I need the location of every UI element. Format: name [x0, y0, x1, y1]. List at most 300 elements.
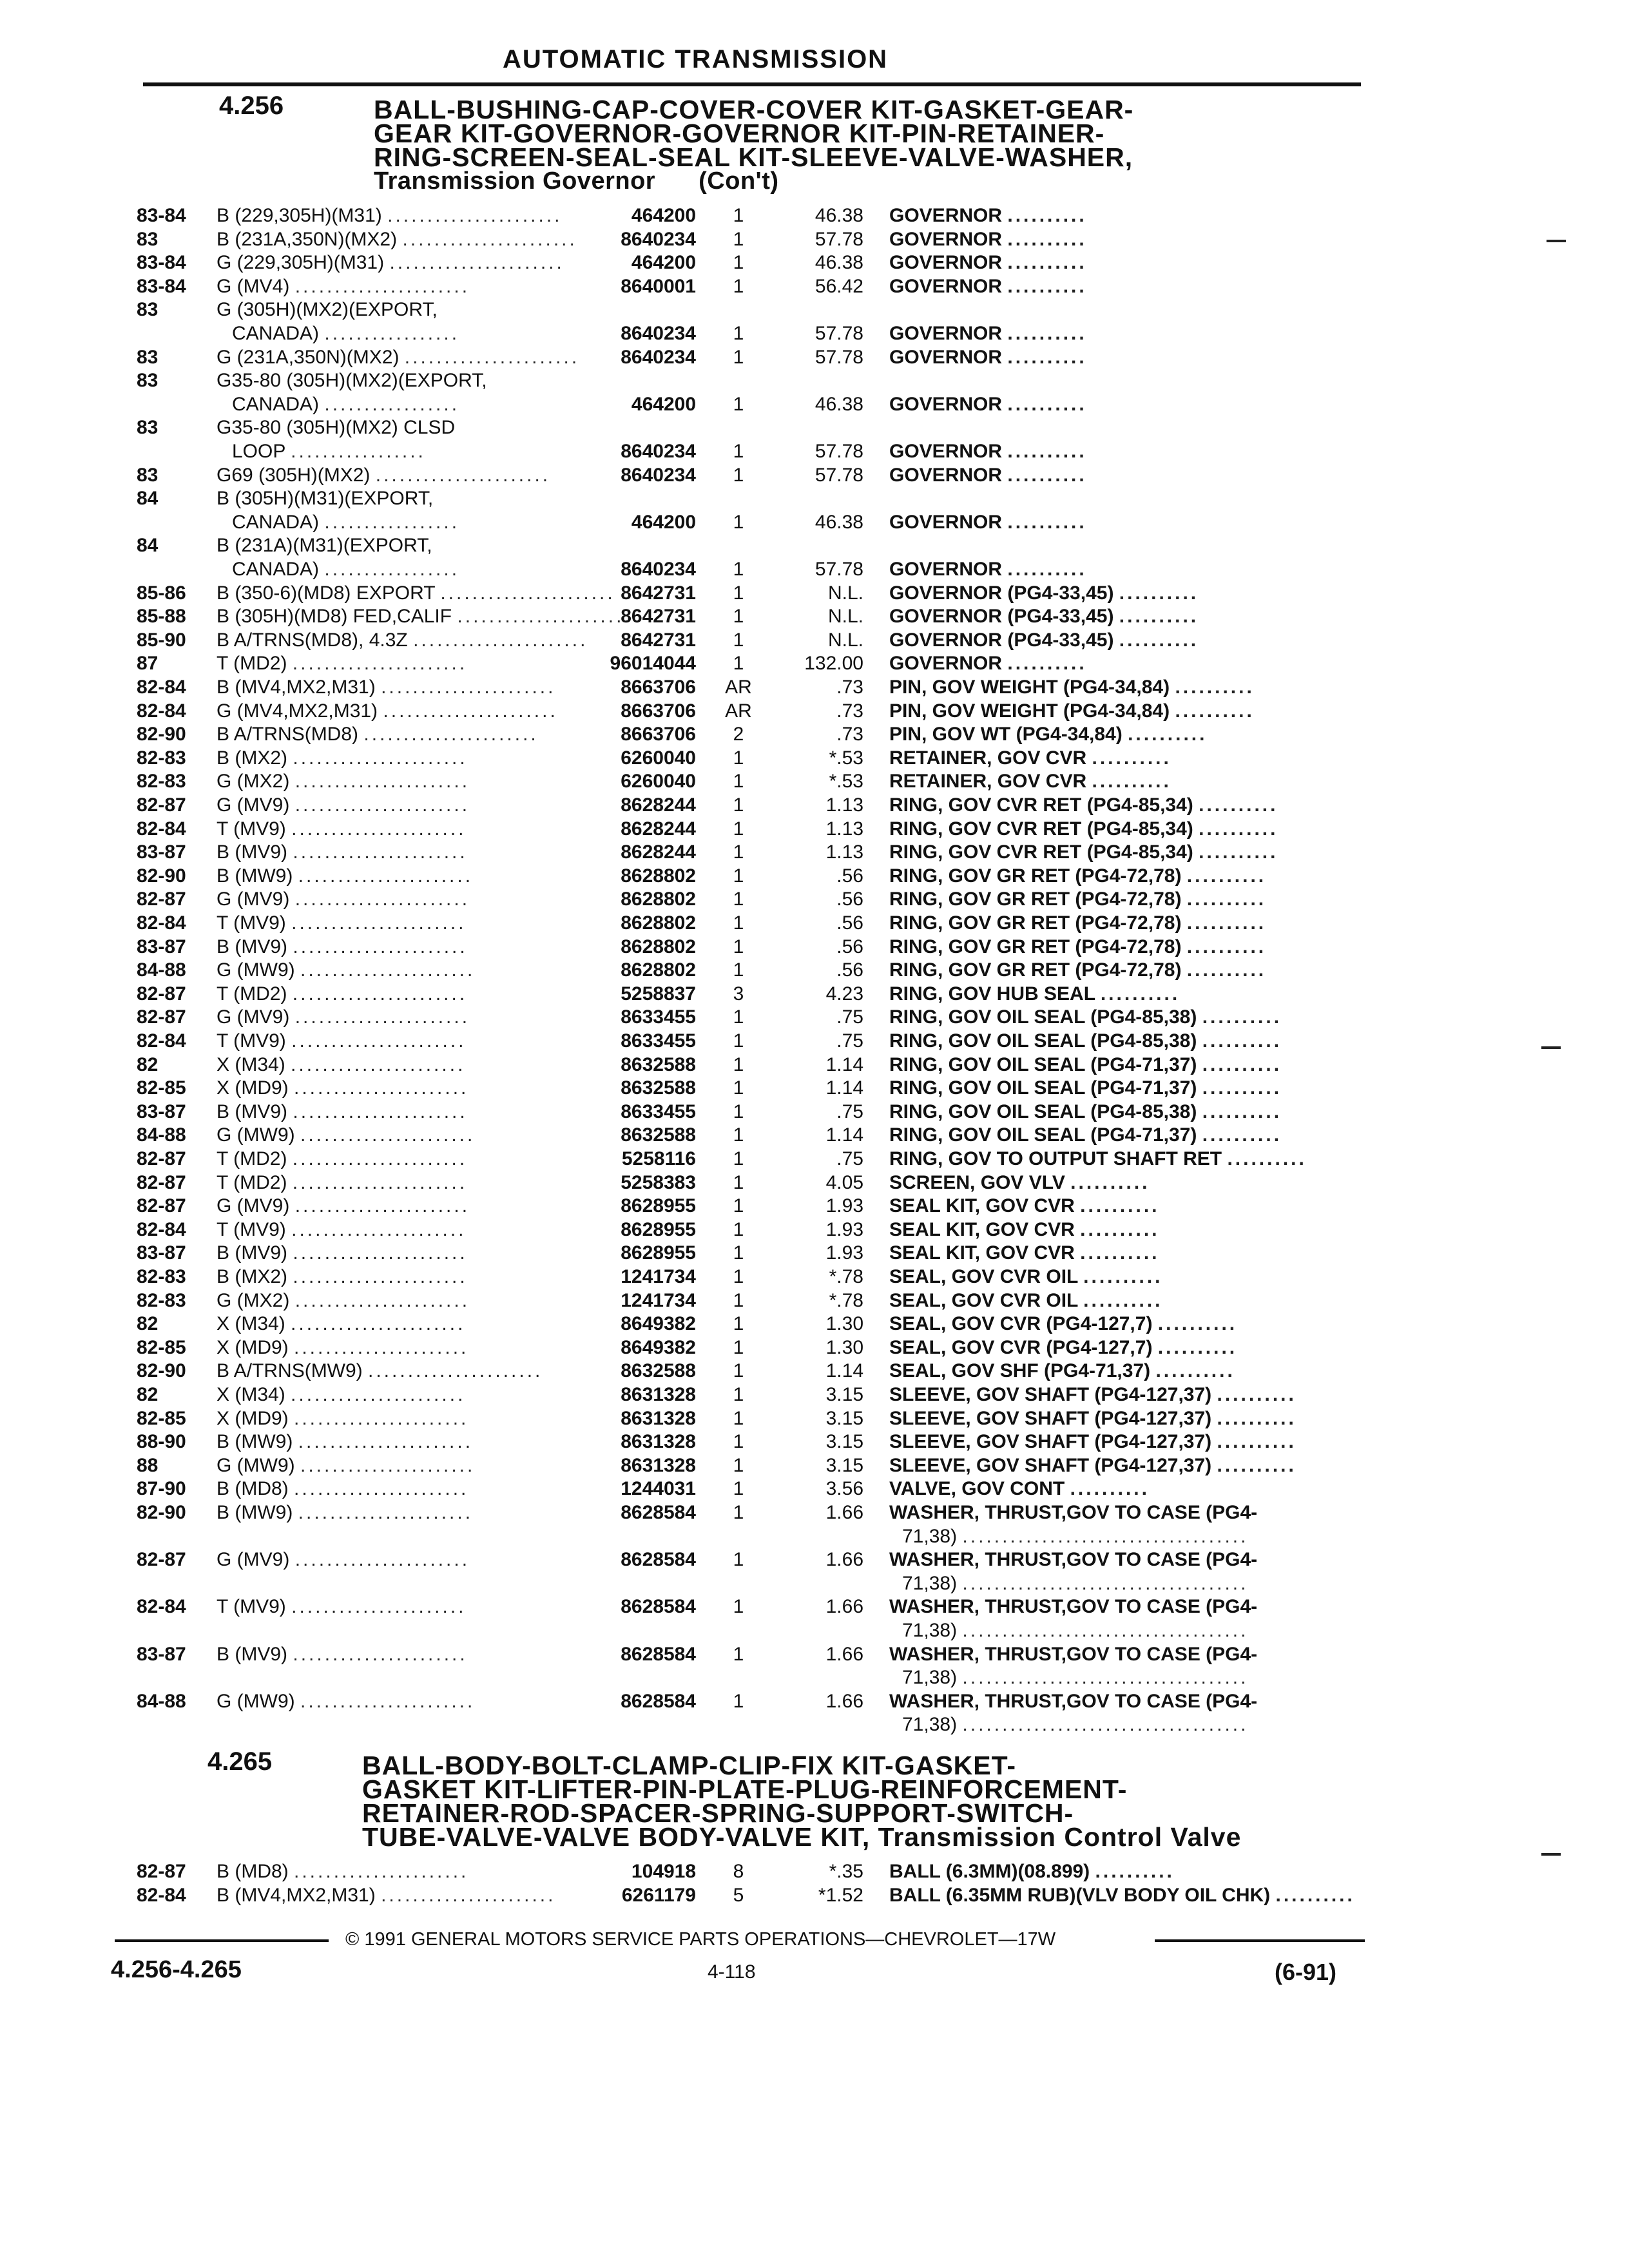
price: 57.78: [815, 228, 863, 250]
leader-dots: ......................: [291, 1053, 466, 1075]
leader-dots: ..........: [1083, 1266, 1163, 1287]
table-row: [0, 794, 1629, 818]
part-number: 8628584: [621, 1502, 696, 1523]
part-description: [889, 1195, 1160, 1217]
leader-dots: ....................................: [962, 1525, 1249, 1547]
price: 1.14: [825, 1124, 863, 1146]
part-description-text: SEAL KIT, GOV CVR: [889, 1218, 1075, 1240]
part-description: [889, 653, 1087, 675]
quantity: 1: [733, 1384, 744, 1405]
table-row: [0, 1172, 1629, 1196]
application-code-text: B (MD8): [217, 1478, 289, 1500]
table-row: [0, 1266, 1629, 1290]
part-description: [889, 1502, 1257, 1524]
price: 1.66: [825, 1549, 863, 1571]
part-number: 464200: [631, 252, 696, 274]
application-code-text: T (MV9): [217, 912, 286, 934]
part-description: [889, 1596, 1257, 1618]
model-years: 88: [137, 1454, 159, 1476]
application-code: [217, 1101, 468, 1123]
part-description-text: BALL (6.3MM)(08.899): [889, 1861, 1090, 1882]
table-row-desc-continuation: [0, 1526, 1629, 1550]
application-code: [217, 959, 475, 981]
part-number: 8631328: [621, 1384, 696, 1405]
application-code: [217, 794, 470, 816]
part-number: 8663706: [621, 677, 696, 698]
leader-dots: ......................: [294, 1336, 469, 1358]
application-code-text: G (MV9): [217, 1195, 290, 1217]
model-years: 84-88: [137, 959, 186, 981]
quantity: 1: [733, 865, 744, 887]
part-description: [889, 1431, 1296, 1453]
application-code: G35-80 (305H)(MX2) CLSD: [217, 417, 456, 439]
quantity: 1: [733, 1053, 744, 1075]
application-code: [217, 1885, 555, 1907]
application-code-text: G (MV9): [217, 889, 290, 910]
part-number: 8628244: [621, 841, 696, 863]
part-description-text: RING, GOV CVR RET (PG4-85,34): [889, 794, 1193, 816]
application-code-text: CANADA): [232, 393, 320, 415]
table-row: [0, 1219, 1629, 1243]
part-description-text: SEAL, GOV CVR (PG4-127,7): [889, 1313, 1153, 1335]
leader-dots: ......................: [300, 1454, 476, 1476]
quantity: 1: [733, 841, 744, 863]
part-description: [889, 818, 1278, 840]
part-description-text: RING, GOV GR RET (PG4-72,78): [889, 889, 1182, 910]
leader-dots: ..........: [1095, 1861, 1175, 1882]
part-description-text: GOVERNOR: [889, 511, 1003, 533]
application-code: [217, 818, 467, 840]
model-years: 83-87: [137, 936, 186, 957]
part-number: 8633455: [621, 1006, 696, 1028]
model-years: 82-84: [137, 1030, 186, 1052]
leader-dots: ......................: [294, 1407, 469, 1429]
quantity: 1: [733, 936, 744, 957]
quantity: 1: [733, 205, 744, 226]
part-description: [889, 1030, 1282, 1052]
leader-dots: ..........: [1202, 1077, 1282, 1099]
part-number: 6261179: [621, 1885, 696, 1906]
price: 4.05: [825, 1171, 863, 1193]
application-code-text: G (231A,350N)(MX2): [217, 346, 400, 368]
part-number: 8628584: [621, 1643, 696, 1665]
part-number: 464200: [631, 393, 696, 415]
table-row: [0, 1242, 1629, 1266]
part-description: [889, 252, 1087, 274]
page-header-title: AUTOMATIC TRANSMISSION: [503, 45, 889, 73]
application-code-text: CANADA): [232, 559, 320, 580]
table-row-desc-line: [0, 535, 1629, 559]
leader-dots: ......................: [293, 1100, 468, 1122]
price: *.53: [829, 747, 863, 769]
part-description-text: RING, GOV GR RET (PG4-72,78): [889, 912, 1182, 934]
part-number: 8640234: [621, 441, 696, 462]
application-code-text: X (MD9): [217, 1407, 289, 1429]
leader-dots: .................: [324, 559, 460, 580]
part-description: [889, 559, 1087, 581]
part-description: [889, 700, 1255, 722]
quantity: 1: [733, 1100, 744, 1122]
application-code-text: B (MV9): [217, 1242, 288, 1264]
part-number: 8632588: [621, 1124, 696, 1146]
part-description: [889, 323, 1087, 345]
application-code-text: B (MW9): [217, 1431, 293, 1453]
part-description: [889, 276, 1087, 298]
footer-rule-left: [115, 1939, 329, 1942]
part-description: [889, 629, 1199, 651]
part-description: [889, 983, 1180, 1005]
model-years: 82-84: [137, 700, 186, 722]
price: 1.66: [825, 1643, 863, 1665]
application-code: [217, 229, 577, 251]
part-number: 464200: [631, 511, 696, 533]
part-number: 5258383: [621, 1171, 696, 1193]
table-row: [0, 1691, 1629, 1715]
leader-dots: ..........: [1157, 1313, 1238, 1335]
price: 1.66: [825, 1690, 863, 1712]
part-description-text: GOVERNOR: [889, 559, 1003, 580]
application-code-text: B (229,305H)(M31): [217, 205, 382, 226]
leader-dots: .................: [324, 511, 460, 533]
leader-dots: ......................: [291, 1384, 466, 1405]
leader-dots: ..........: [1275, 1885, 1355, 1906]
part-description-text: SLEEVE, GOV SHAFT (PG4-127,37): [889, 1407, 1212, 1429]
model-years: 84-88: [137, 1690, 186, 1712]
quantity: 1: [733, 889, 744, 910]
leader-dots: ..........: [1199, 818, 1278, 840]
leader-dots: ..........: [1119, 629, 1199, 651]
table-row-desc-continuation: [0, 1573, 1629, 1597]
table-row: [0, 1408, 1629, 1432]
part-number: 1241734: [621, 1266, 696, 1287]
price: 46.38: [815, 205, 863, 226]
part-description-text: GOVERNOR: [889, 252, 1003, 274]
part-number: 8631328: [621, 1454, 696, 1476]
part-description-cont-text: 71,38): [902, 1525, 958, 1547]
leader-dots: ......................: [300, 1690, 476, 1712]
quantity: 1: [733, 1218, 744, 1240]
leader-dots: ......................: [294, 1478, 469, 1500]
leader-dots: ......................: [291, 1596, 467, 1618]
model-years: 82-83: [137, 1266, 186, 1287]
application-code-text: X (M34): [217, 1053, 285, 1075]
price: 46.38: [815, 511, 863, 533]
part-description-text: RING, GOV OIL SEAL (PG4-71,37): [889, 1053, 1197, 1075]
model-years: 84: [137, 488, 159, 510]
application-code: [217, 889, 470, 910]
quantity: 3: [733, 983, 744, 1004]
part-description-text: RETAINER, GOV CVR: [889, 771, 1087, 793]
table-row: [0, 1030, 1629, 1054]
application-code: [217, 1195, 470, 1217]
section-number: 4.265: [207, 1747, 273, 1776]
application-code: [217, 841, 468, 863]
part-description: [889, 1384, 1296, 1406]
application-code: [217, 1478, 468, 1500]
leader-dots: ......................: [293, 841, 468, 863]
quantity: 1: [733, 1407, 744, 1429]
application-code: [217, 724, 539, 745]
part-description-cont: [902, 1526, 1248, 1548]
part-number: 8628802: [621, 865, 696, 887]
model-years: 83-87: [137, 841, 186, 863]
quantity: 1: [733, 1478, 744, 1500]
model-years: 82-83: [137, 771, 186, 793]
part-number: 5258116: [621, 1148, 696, 1169]
quantity: 1: [733, 818, 744, 840]
section-subtitle-line: [374, 169, 1133, 193]
application-code-text: B (MV9): [217, 1643, 288, 1665]
application-code: [217, 1384, 465, 1406]
application-code-text: T (MD2): [217, 1148, 287, 1169]
model-years: 83-87: [137, 1242, 186, 1264]
application-code: [217, 677, 555, 698]
part-description-text: SLEEVE, GOV SHAFT (PG4-127,37): [889, 1384, 1212, 1405]
part-description: [889, 771, 1171, 793]
leader-dots: ......................: [294, 771, 470, 793]
price: 57.78: [815, 559, 863, 580]
quantity: 1: [733, 1030, 744, 1052]
part-description: [889, 1242, 1160, 1264]
application-code: [217, 700, 558, 722]
part-description: [889, 936, 1266, 958]
part-description: [889, 582, 1199, 604]
part-description-text: GOVERNOR (PG4-33,45): [889, 582, 1114, 604]
model-years: 82-87: [137, 1549, 186, 1571]
part-description-text: GOVERNOR: [889, 653, 1003, 675]
leader-dots: ..........: [1186, 912, 1267, 934]
leader-dots: ......................: [291, 912, 467, 934]
part-number: 8631328: [621, 1407, 696, 1429]
part-description-text: SEAL, GOV CVR OIL: [889, 1266, 1078, 1287]
section-title-line: RING-SCREEN-SEAL-SEAL KIT-SLEEVE-VALVE-WASHER,: [374, 142, 1133, 172]
application-code: [217, 1290, 470, 1312]
price: 1.30: [825, 1336, 863, 1358]
price: 3.56: [825, 1478, 863, 1500]
leader-dots: ......................: [387, 205, 563, 226]
model-years: 82-87: [137, 794, 186, 816]
leader-dots: ..........: [1202, 1030, 1282, 1052]
application-code-text: G (MW9): [217, 1454, 295, 1476]
part-description-text: RING, GOV OIL SEAL (PG4-71,37): [889, 1077, 1197, 1099]
application-code-cont: [232, 559, 459, 581]
price: 132.00: [804, 653, 863, 675]
table-row: [0, 1148, 1629, 1172]
leader-dots: ..........: [1217, 1454, 1296, 1476]
leader-dots: ..........: [1186, 959, 1267, 981]
price: 1.14: [825, 1077, 863, 1099]
table-row: [0, 441, 1629, 465]
leader-dots: ......................: [293, 936, 468, 957]
price: 1.13: [825, 818, 863, 840]
model-years: 82: [137, 1313, 159, 1335]
part-description-text: RING, GOV OIL SEAL (PG4-85,38): [889, 1030, 1197, 1052]
leader-dots: ..........: [1186, 936, 1267, 957]
model-years: 82-84: [137, 912, 186, 934]
price: 3.15: [825, 1431, 863, 1453]
price: 1.30: [825, 1313, 863, 1335]
header-rule: [143, 82, 1361, 86]
leader-dots: ......................: [383, 700, 558, 722]
quantity: 1: [733, 1454, 744, 1476]
price: 57.78: [815, 441, 863, 462]
table-row: [0, 1290, 1629, 1314]
leader-dots: ..........: [1227, 1148, 1307, 1169]
leader-dots: ......................: [413, 629, 588, 651]
part-description: [889, 724, 1207, 745]
leader-dots: ......................: [294, 1195, 470, 1217]
application-code: [217, 1054, 465, 1076]
part-number: 8628584: [621, 1549, 696, 1571]
part-description-cont-text: 71,38): [902, 1667, 958, 1689]
part-number: 8628584: [621, 1596, 696, 1618]
part-description-text: GOVERNOR: [889, 275, 1003, 297]
application-code-text: B (350-6)(MD8) EXPORT: [217, 582, 435, 604]
model-years: 83: [137, 228, 159, 250]
leader-dots: ..........: [1092, 747, 1171, 769]
leader-dots: ......................: [381, 677, 556, 698]
part-number: 8642731: [621, 582, 696, 604]
model-years: 83-84: [137, 205, 186, 226]
table-row: [0, 1337, 1629, 1361]
leader-dots: ..........: [1070, 1171, 1150, 1193]
application-code: [217, 1006, 470, 1028]
part-description: [889, 1861, 1175, 1883]
application-code-text: LOOP: [232, 441, 285, 462]
application-code: [217, 1219, 467, 1241]
section-title: [362, 1751, 1242, 1852]
application-code-text: T (MD2): [217, 1171, 287, 1193]
part-description-cont: [902, 1620, 1248, 1642]
application-code: [217, 1337, 468, 1359]
table-row: [0, 1384, 1629, 1408]
part-number: 8640234: [621, 559, 696, 580]
part-description-text: SLEEVE, GOV SHAFT (PG4-127,37): [889, 1454, 1212, 1476]
leader-dots: ..........: [1007, 346, 1087, 368]
continued-label: (Con't): [699, 168, 779, 195]
price: 1.66: [825, 1596, 863, 1618]
table-row: [0, 865, 1629, 889]
part-description: [889, 606, 1199, 628]
application-code-text: T (MD2): [217, 653, 287, 675]
leader-dots: ......................: [291, 1218, 467, 1240]
leader-dots: ..........: [1157, 1336, 1238, 1358]
leader-dots: ..........: [1007, 252, 1087, 274]
section-subtitle: Transmission Governor: [374, 168, 656, 195]
section-title-line: BALL-BUSHING-CAP-COVER-COVER KIT-GASKET-GEAR-: [374, 95, 1134, 124]
leader-dots: ..........: [1128, 724, 1208, 745]
quantity: AR: [725, 677, 752, 698]
table-row: [0, 205, 1629, 229]
table-row: [0, 983, 1629, 1007]
part-number: 8633455: [621, 1100, 696, 1122]
application-code-text: G (MX2): [217, 1289, 290, 1311]
application-code-text: G (MW9): [217, 1690, 295, 1712]
leader-dots: ......................: [368, 1360, 543, 1382]
part-description-text: PIN, GOV WT (PG4-34,84): [889, 724, 1123, 745]
quantity: 1: [733, 653, 744, 675]
part-description: [889, 1691, 1257, 1713]
application-code-text: G (MV4,MX2,M31): [217, 700, 378, 722]
application-code: [217, 1691, 475, 1713]
leader-dots: .................: [324, 393, 460, 415]
table-row-desc-line: [0, 417, 1629, 441]
quantity: 1: [733, 464, 744, 486]
part-number: 8631328: [621, 1431, 696, 1453]
application-code-text: B (MX2): [217, 1266, 288, 1287]
part-description: [889, 889, 1266, 910]
table-row: [0, 1885, 1629, 1908]
price: 46.38: [815, 252, 863, 274]
table-row: [0, 559, 1629, 582]
leader-dots: ..........: [1007, 323, 1087, 344]
part-number: 8632588: [621, 1077, 696, 1099]
margin-mark: [1541, 1046, 1561, 1049]
application-code-text: X (M34): [217, 1313, 285, 1335]
part-description-text: GOVERNOR: [889, 205, 1003, 226]
application-code: [217, 276, 470, 298]
model-years: 88-90: [137, 1431, 186, 1453]
application-code: [217, 1266, 468, 1288]
price: 1.93: [825, 1195, 863, 1217]
part-description-text: PIN, GOV WEIGHT (PG4-34,84): [889, 700, 1170, 722]
quantity: 1: [733, 747, 744, 769]
price: .75: [836, 1030, 863, 1052]
leader-dots: ....................................: [962, 1714, 1249, 1736]
leader-dots: ..........: [1070, 1478, 1150, 1500]
part-number: 8628802: [621, 889, 696, 910]
part-number: 104918: [631, 1861, 696, 1882]
leader-dots: ......................: [292, 653, 468, 675]
part-number: 8628802: [621, 936, 696, 957]
quantity: 1: [733, 959, 744, 981]
price: *.78: [829, 1289, 863, 1311]
part-description-text: RING, GOV GR RET (PG4-72,78): [889, 936, 1182, 957]
application-code-cont: [232, 394, 459, 416]
price: 1.93: [825, 1242, 863, 1264]
table-row: [0, 1124, 1629, 1148]
model-years: 82-84: [137, 818, 186, 840]
price: .75: [836, 1148, 863, 1169]
quantity: 1: [733, 1360, 744, 1382]
part-description: [889, 441, 1087, 463]
model-years: 83: [137, 299, 159, 321]
model-years: 83-87: [137, 1100, 186, 1122]
application-code-text: G69 (305H)(MX2): [217, 464, 371, 486]
quantity: 1: [733, 1596, 744, 1618]
price: 1.13: [825, 841, 863, 863]
model-years: 82-84: [137, 1885, 186, 1906]
part-number: 8632588: [621, 1360, 696, 1382]
application-code-text: T (MV9): [217, 1596, 286, 1618]
part-description-cont-text: 71,38): [902, 1572, 958, 1594]
model-years: 85-88: [137, 606, 186, 628]
application-code: [217, 1148, 467, 1170]
part-number: 5258837: [621, 983, 696, 1004]
application-code-text: T (MV9): [217, 1030, 286, 1052]
table-row: [0, 1360, 1629, 1384]
table-row: [0, 677, 1629, 700]
leader-dots: ..........: [1080, 1218, 1160, 1240]
price: 4.23: [825, 983, 863, 1004]
part-description-text: RING, GOV GR RET (PG4-72,78): [889, 959, 1182, 981]
part-description: [889, 1219, 1160, 1241]
leader-dots: ......................: [294, 1077, 469, 1099]
leader-dots: ..........: [1202, 1006, 1282, 1028]
model-years: 82-87: [137, 983, 186, 1004]
part-description-text: RETAINER, GOV CVR: [889, 747, 1087, 769]
application-code-text: G (MW9): [217, 1124, 295, 1146]
